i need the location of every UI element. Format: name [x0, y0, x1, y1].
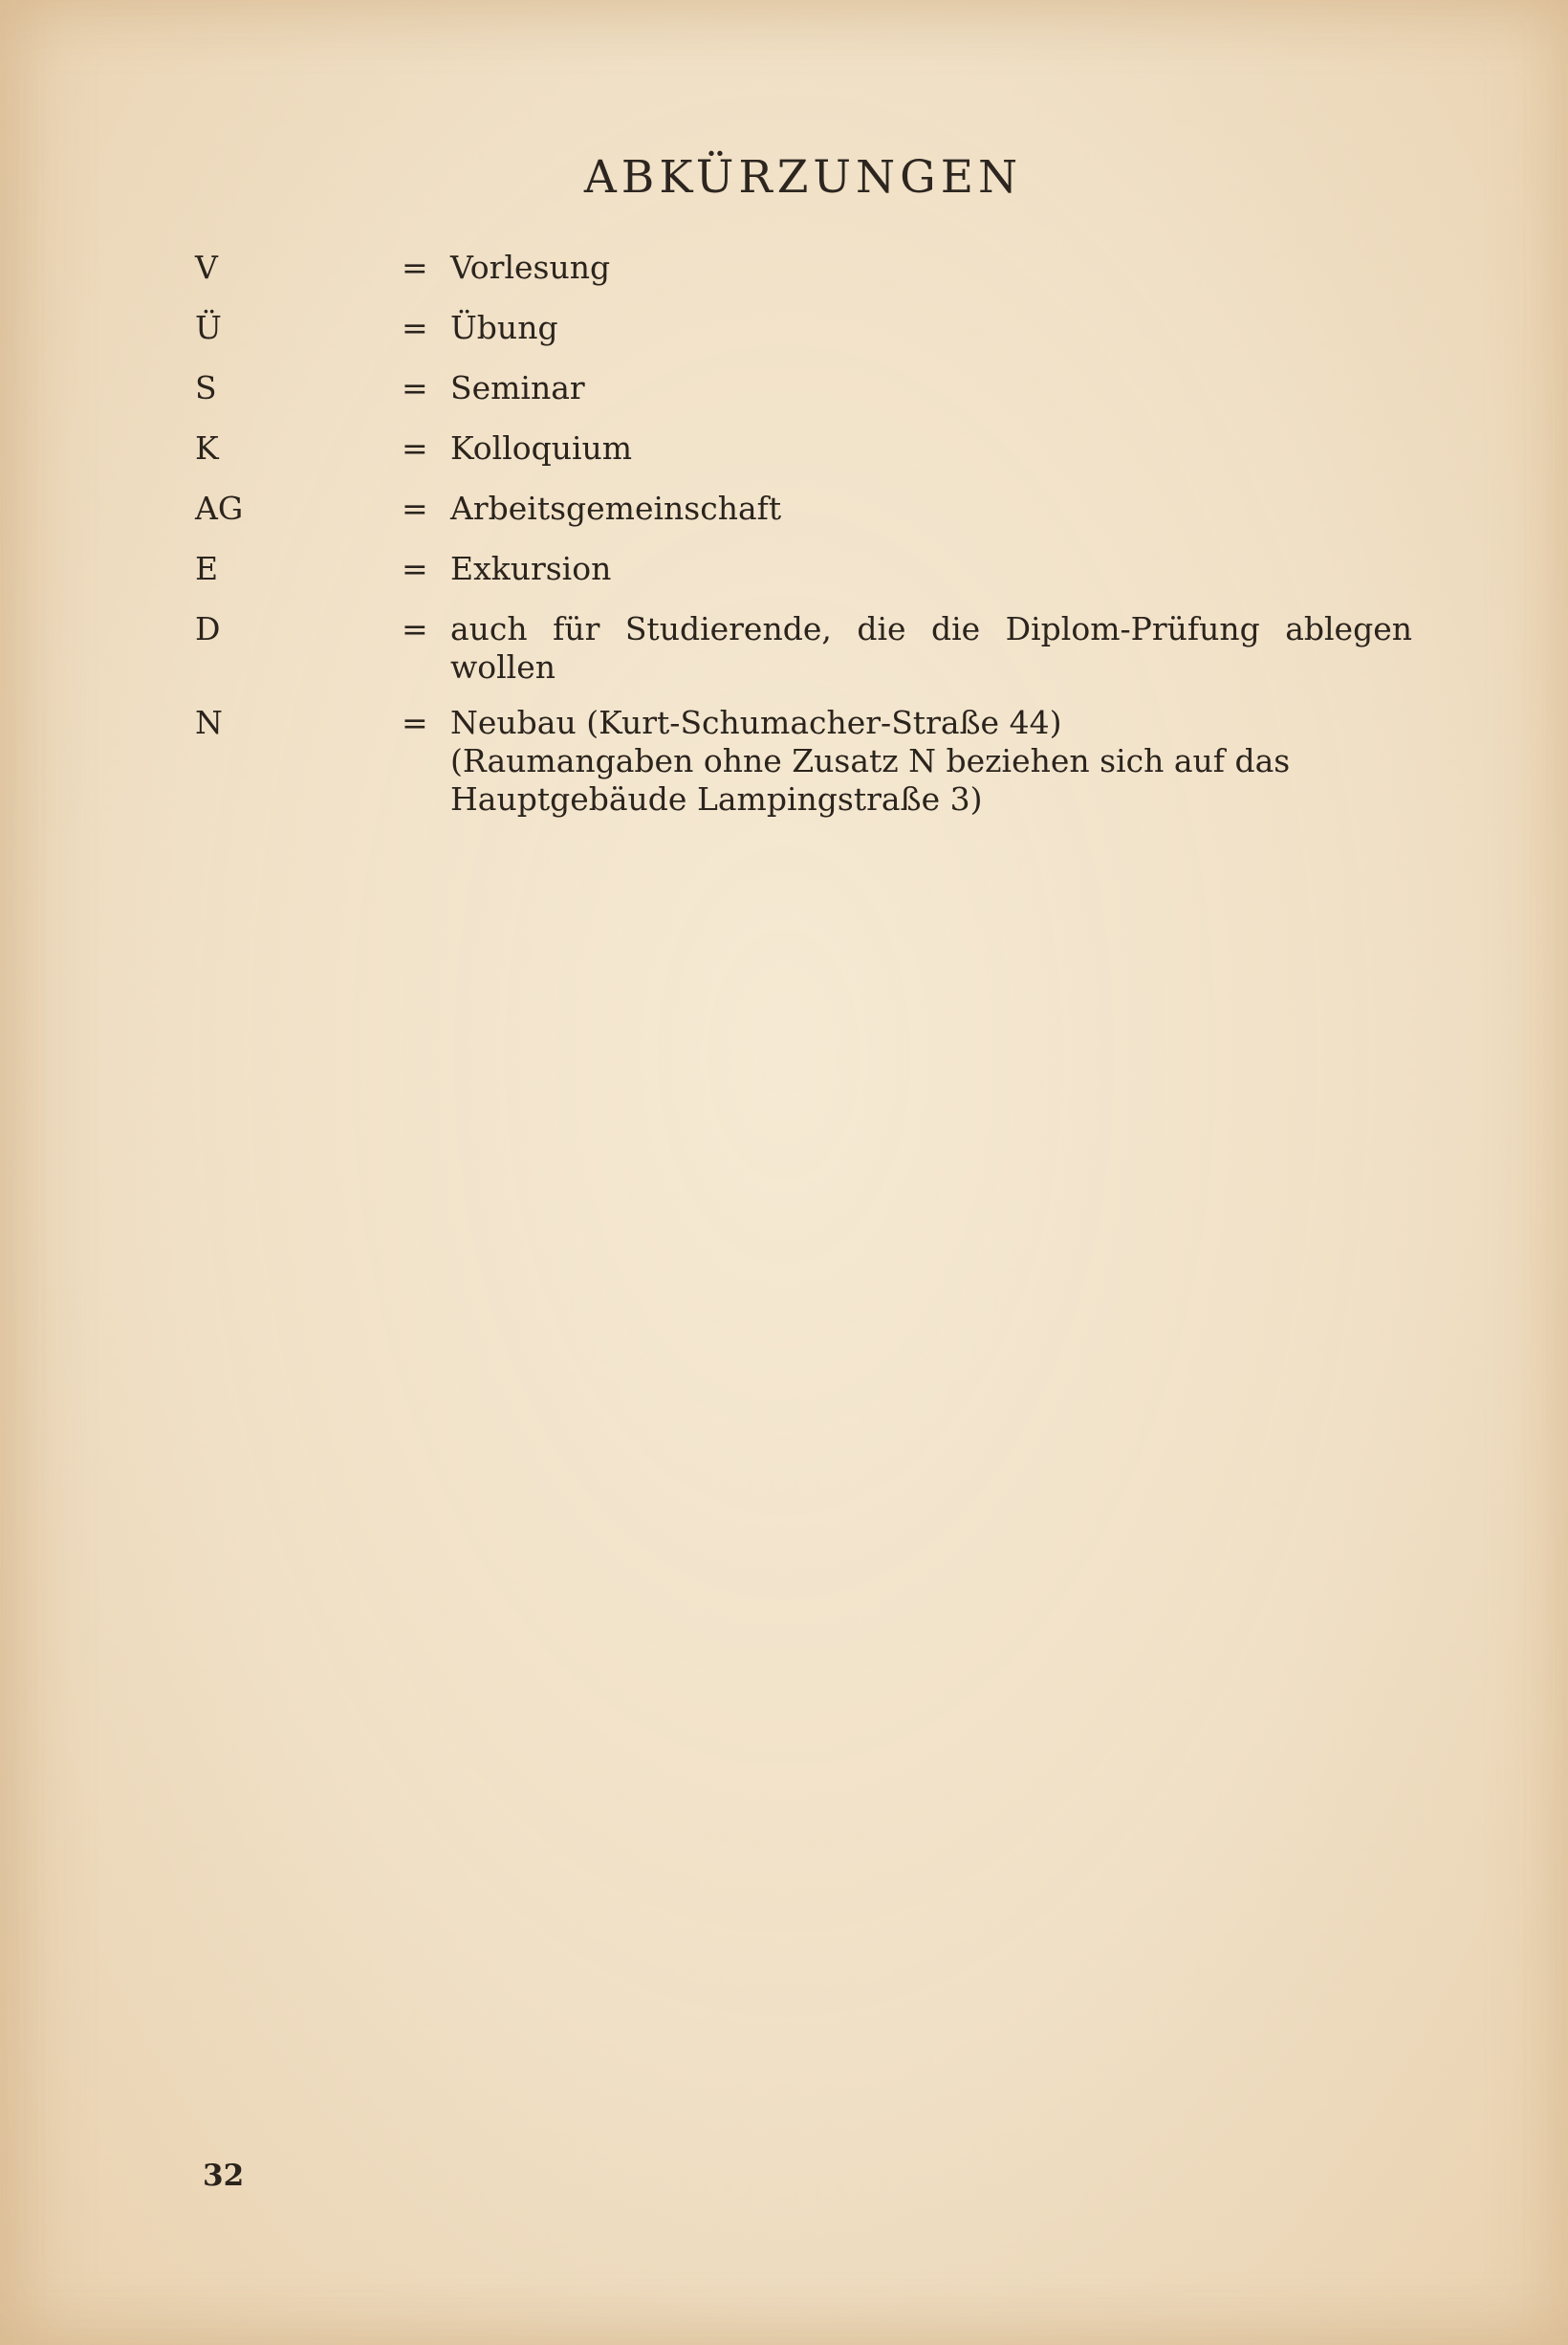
abbreviation-code: N [195, 704, 223, 741]
equals-sign: = [402, 550, 428, 587]
equals-sign: = [402, 704, 428, 741]
definition-note-text: (Raumangaben ohne Zusatz N beziehen sich auf das Hauptgebäude Lampingstraße 3) [450, 742, 1291, 818]
equals-sign: = [402, 369, 428, 406]
equals-sign: = [402, 249, 428, 286]
abbreviation-code: Ü [195, 309, 222, 346]
page-title: ABKÜRZUNGEN [583, 151, 1023, 204]
abbreviation-definition: Arbeitsgemeinschaft [450, 490, 782, 527]
equals-sign: = [402, 610, 428, 647]
abbreviation-code: D [195, 610, 221, 647]
equals-sign: = [402, 429, 428, 467]
abbreviation-definition: auch für Studierende, die die Diplom-Prüfung ablegen wollen [450, 610, 1412, 686]
abbreviation-definition: Seminar [450, 369, 585, 406]
page-number: 32 [203, 2159, 245, 2193]
abbreviation-definition: Exkursion [450, 550, 612, 587]
abbreviation-definition [450, 704, 1412, 819]
definition-main-text: Neubau (Kurt-Schumacher-Straße 44) [450, 704, 1062, 741]
abbreviation-code: K [195, 429, 219, 467]
abbreviation-code: S [195, 369, 217, 406]
abbreviation-definition: Vorlesung [450, 249, 611, 286]
abbreviation-code: V [195, 249, 218, 286]
abbreviation-code: E [195, 550, 219, 587]
abbreviation-definition: Übung [450, 309, 558, 346]
abbreviation-definition: Kolloquium [450, 429, 633, 467]
equals-sign: = [402, 490, 428, 527]
equals-sign: = [402, 309, 428, 346]
abbreviation-code: AG [195, 490, 244, 527]
